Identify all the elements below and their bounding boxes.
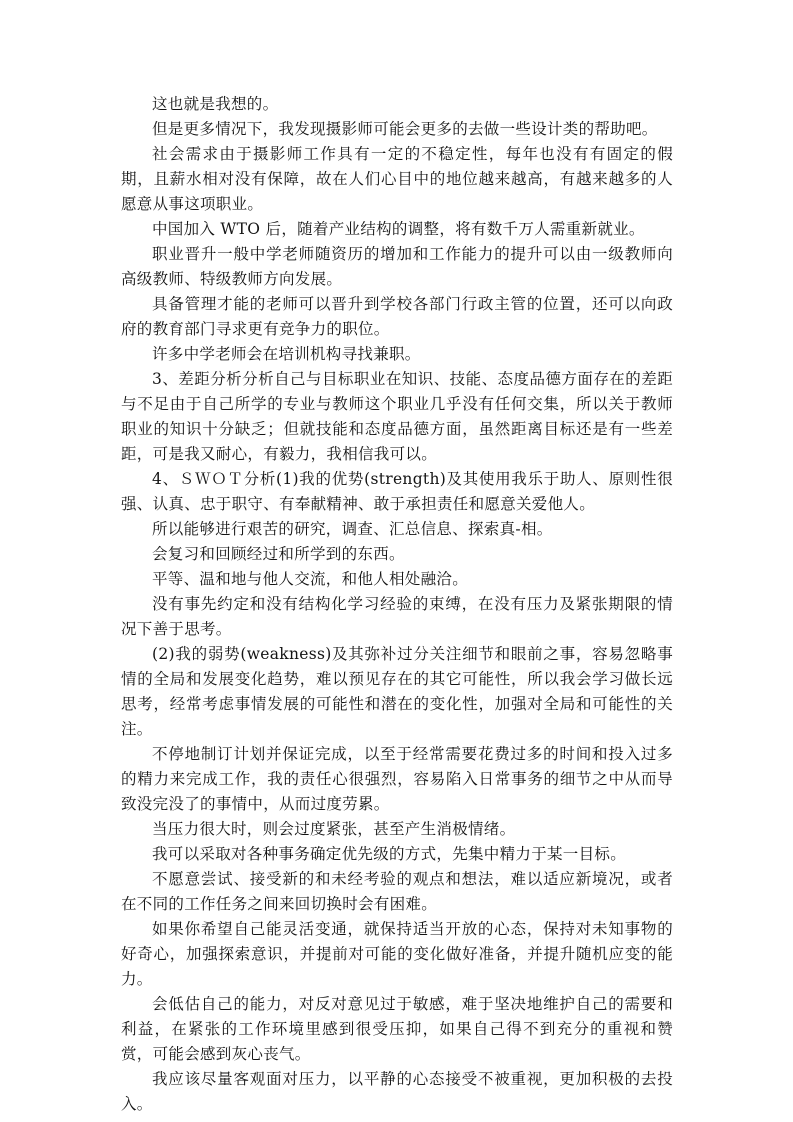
paragraph: 许多中学老师会在培训机构寻找兼职。	[152, 345, 421, 363]
paragraph: 社会需求由于摄影师工作具有一定的不稳定性，每年也没有有固定的假期，且薪水相对没有保障，故在人们心目中的地位越来越高，有越来越多的人愿意从事这项职业。	[121, 145, 673, 213]
paragraph: 不停地制订计划并保证完成，以至于经常需要花费过多的时间和投入过多的精力来完成工作，我的责任心很强烈，容易陷入日常事务的细节之中从而导致没完没了的事情中，从而过度劳累。	[121, 745, 673, 813]
paragraph: 4、ＳＷＯＴ分析(1)我的优势(strength)及其使用我乐于助人、原则性很强、认真、忠于职守、有奉献精神、敢于承担责任和愿意关爱他人。	[121, 470, 673, 513]
paragraph: 我应该尽量客观面对压力，以平静的心态接受不被重视，更加积极的去投入。	[121, 1070, 673, 1113]
paragraph: 会低估自己的能力，对反对意见过于敏感，难于坚决地维护自己的需要和利益，在紧张的工作环境里感到很受压抑，如果自己得不到充分的重视和赞赏，可能会感到灰心丧气。	[121, 995, 673, 1063]
paragraph: 中国加入 WTO 后，随着产业结构的调整，将有数千万人需重新就业。	[152, 220, 645, 238]
paragraph: 如果你希望自己能灵活变通，就保持适当开放的心态，保持对未知事物的好奇心，加强探索意识，并提前对可能的变化做好准备，并提升随机应变的能力。	[121, 920, 673, 988]
document-body	[121, 92, 673, 1117]
paragraph: 但是更多情况下，我发现摄影师可能会更多的去做一些设计类的帮助吧。	[152, 120, 658, 138]
paragraph: 会复习和回顾经过和所学到的东西。	[152, 545, 405, 563]
paragraph: (2)我的弱势(weakness)及其弥补过分关注细节和眼前之事，容易忽略事情的全局和发展变化趋势，难以预见存在的其它可能性，所以我会学习做长远思考，经常考虑事情发展的可能性和潜在的变化性，加强对全局和可能性的关注。	[121, 645, 673, 738]
paragraph: 所以能够进行艰苦的研究，调查、汇总信息、探索真-相。	[152, 520, 553, 538]
paragraph: 这也就是我想的。	[152, 95, 279, 113]
paragraph: 职业晋升一般中学老师随资历的增加和工作能力的提升可以由一级教师向高级教师、特级教师方向发展。	[121, 245, 673, 288]
paragraph: 当压力很大时，则会过度紧张，甚至产生消极情绪。	[152, 820, 516, 838]
paragraph: 没有事先约定和没有结构化学习经验的束缚，在没有压力及紧张期限的情况下善于思考。	[121, 595, 673, 638]
paragraph: 3、差距分析分析自己与目标职业在知识、技能、态度品德方面存在的差距与不足由于自己所学的专业与教师这个职业几乎没有任何交集，所以关于教师职业的知识十分缺乏；但就技能和态度品德方面，虽然距离目标还是有一些差距，可是我又耐心，有毅力，我相信我可以。	[121, 370, 673, 463]
paragraph: 平等、温和地与他人交流，和他人相处融洽。	[152, 570, 469, 588]
paragraph: 不愿意尝试、接受新的和未经考验的观点和想法，难以适应新境况，或者在不同的工作任务之间来回切换时会有困难。	[121, 870, 673, 913]
paragraph: 具备管理才能的老师可以晋升到学校各部门行政主管的位置，还可以向政府的教育部门寻求更有竞争力的职位。	[121, 295, 673, 338]
paragraph: 我可以采取对各种事务确定优先级的方式，先集中精力于某一目标。	[152, 845, 627, 863]
